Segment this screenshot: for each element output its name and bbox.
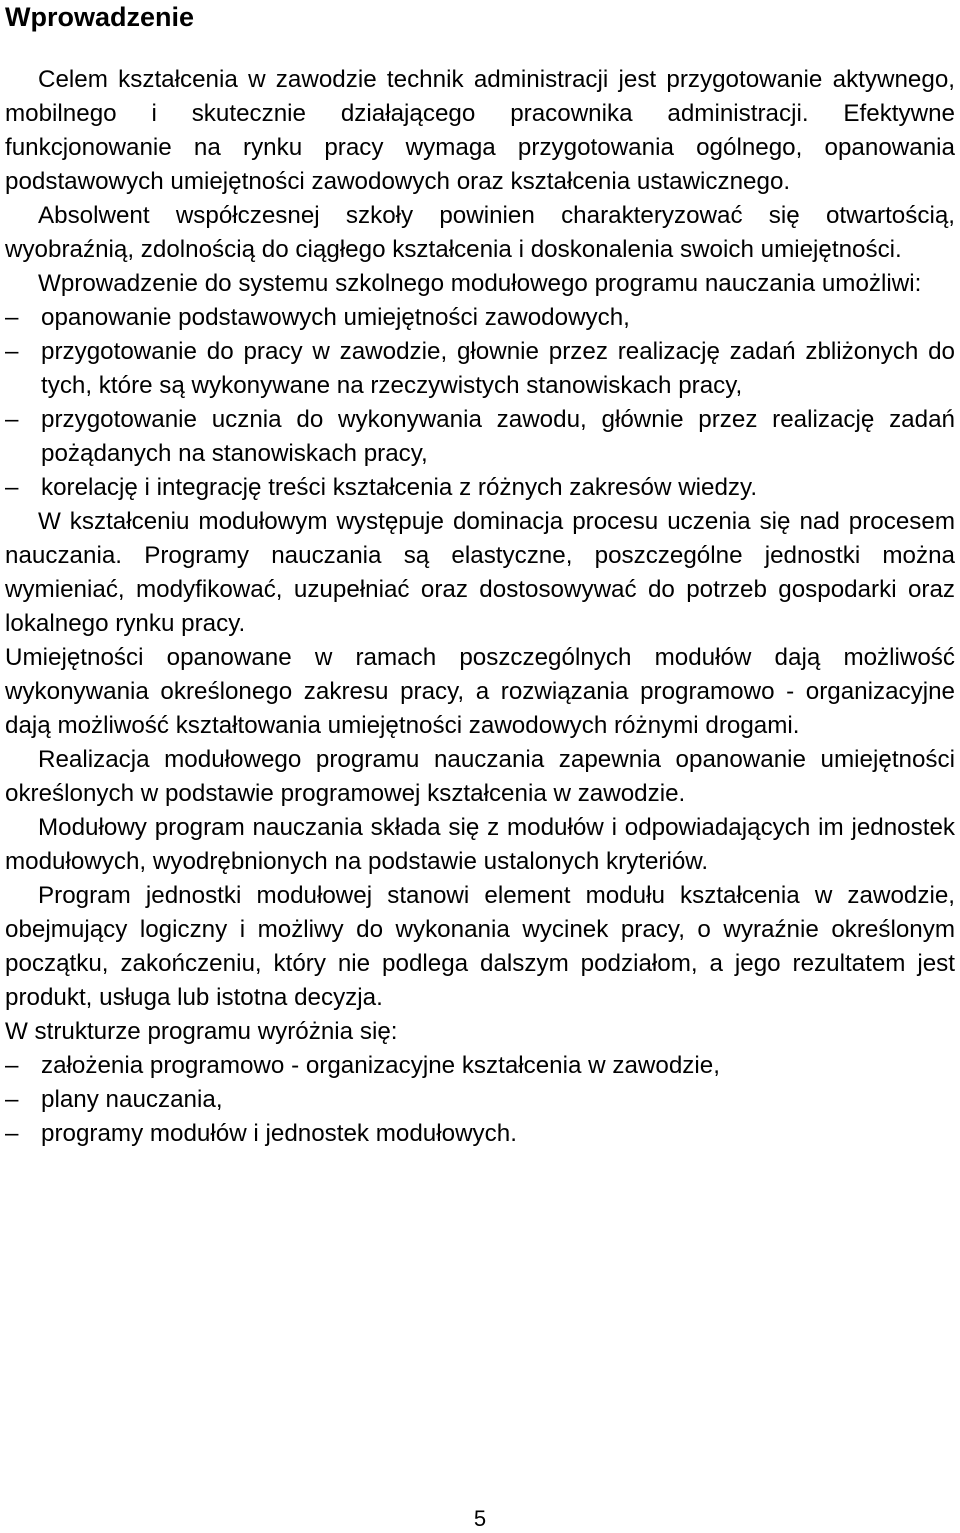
paragraph-modular-learning: W kształceniu modułowym występuje dominacja procesu uczenia się nad procesem nauczania. Programy nauczania są elastyczne, poszczególne jednostki można wymieniać, modyfikować, uzupełniać oraz dostosowywać do potrzeb gospodarki oraz lokalnego rynku pracy. (5, 508, 955, 637)
paragraph-graduate: Absolwent współczesnej szkoły powinien charakteryzować się otwartością, wyobraźnią, zdolnością do ciągłego kształcenia i doskonalenia swoich umiejętności. (5, 202, 955, 263)
paragraph-realization: Realizacja modułowego programu nauczania zapewnia opanowanie umiejętności określonych w podstawie programowej kształcenia w zawodzie. (5, 746, 955, 807)
document-body (5, 63, 955, 1151)
paragraph-unit-program: Program jednostki modułowej stanowi element modułu kształcenia w zawodzie, obejmujący logiczny i możliwy do wykonania wycinek pracy, o wyraźnie określonym początku, zakończeniu, który nie podlega dalszym podziałom, a jego rezultatem jest produkt, usługa lub istotna decyzja. (5, 882, 955, 1011)
list-item-text: przygotowanie ucznia do wykonywania zawodu, głównie przez realizację zadań pożądanych na stanowiskach pracy, (41, 406, 955, 467)
dash-marker: – (5, 1120, 19, 1147)
list-item-text: przygotowanie do pracy w zawodzie, głownie przez realizację zadań zbliżonych do tych, które są wykonywane na rzeczywistych stanowiskach pracy, (41, 338, 955, 399)
list-item (5, 1083, 955, 1117)
list-item-text: założenia programowo - organizacyjne kształcenia w zawodzie, (41, 1052, 720, 1079)
list-item-text: opanowanie podstawowych umiejętności zawodowych, (41, 304, 630, 331)
document-page (5, 0, 955, 1151)
list-item (5, 335, 955, 403)
list-item-text: korelację i integrację treści kształcenia z różnych zakresów wiedzy. (41, 474, 758, 501)
list-item (5, 471, 955, 505)
paragraph-program-structure: Modułowy program nauczania składa się z modułów i odpowiadających im jednostek modułowych, wyodrębnionych na podstawie ustalonych kryteriów. (5, 814, 955, 875)
structure-list (5, 1049, 955, 1151)
page-number: 5 (473, 1506, 487, 1531)
list-item (5, 403, 955, 471)
paragraph-introduction: Wprowadzenie do systemu szkolnego modułowego programu nauczania umożliwi: (38, 270, 922, 297)
dash-marker: – (5, 338, 19, 365)
paragraph-goal: Celem kształcenia w zawodzie technik administracji jest przygotowanie aktywnego, mobilnego i skutecznie działającego pracownika administracji. Efektywne funkcjonowanie na rynku pracy wymaga przygotowania ogólnego, opanowania podstawowych umiejętności zawodowych oraz kształcenia ustawicznego. (5, 66, 955, 195)
list-item (5, 301, 955, 335)
dash-marker: – (5, 304, 19, 331)
section-heading: Wprowadzenie (5, 2, 195, 32)
dash-marker: – (5, 1086, 19, 1113)
list-item (5, 1117, 955, 1151)
paragraph-structure-intro: W strukturze programu wyróżnia się: (5, 1018, 398, 1045)
list-item-text: plany nauczania, (41, 1086, 223, 1113)
dash-marker: – (5, 474, 19, 501)
paragraph-skills: Umiejętności opanowane w ramach poszczególnych modułów dają możliwość wykonywania określonego zakresu pracy, a rozwiązania programowo - organizacyjne dają możliwość kształtowania umiejętności zawodowych różnymi drogami. (5, 644, 955, 739)
benefits-list (5, 301, 955, 505)
list-item (5, 1049, 955, 1083)
dash-marker: – (5, 406, 19, 433)
list-item-text: programy modułów i jednostek modułowych. (41, 1120, 517, 1147)
dash-marker: – (5, 1052, 19, 1079)
